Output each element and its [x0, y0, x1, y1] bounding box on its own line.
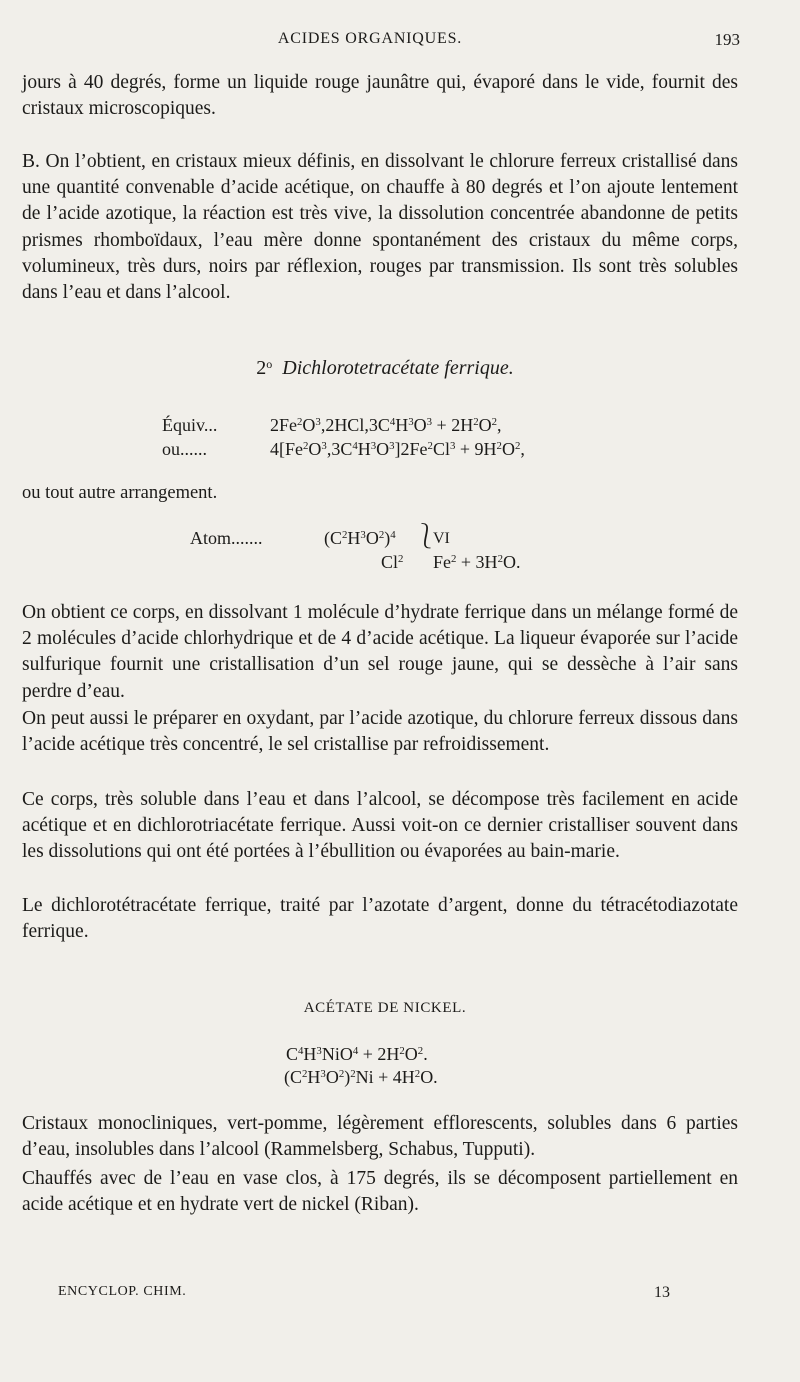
atom-label: Atom....... — [190, 528, 263, 548]
ou-formula: $4[Fe^2O^3,3C^4H^3O^3]2Fe^2Cl^3 + 9H^2O^2$, — [270, 439, 525, 459]
equiv-label: Équiv... — [162, 415, 218, 435]
preparation-paragraph: On obtient ce corps, en dissolvant 1 molécule d’hydrate ferrique dans un mélange formé de 2 molécules d’acide chlorhydrique et de 4 d’acide acétique. La liqueur évaporée sur l’acide sulfurique fournit une cristallisation d’un sel rouge jaune, qui se dessèche à l’air sans perdre d’eau. — [22, 602, 738, 702]
intro-paragraph: jours à 40 degrés, forme un liquide rouge jaunâtre qui, évaporé dans le vide, fournit des cristaux microscopiques. — [22, 72, 738, 120]
section-degree-sign: o — [266, 357, 273, 371]
page-footer — [0, 1284, 800, 1306]
page-number: 193 — [714, 30, 740, 49]
brace-symbol: ⎱ — [414, 524, 438, 550]
ou-label: ou...... — [162, 439, 207, 459]
paragraph-b: B. On l’obtient, en cristaux mieux définis, en dissolvant le chlorure ferreux cristallisé dans une quantité convenable d’acide acétique, on chauffe à 80 degrés et l’on ajoute lentement de l’acide azotique, la réaction est très vive, la dissolution concentrée abandonne de petits prismes rhomboïdaux, l’eau mère donne spontanément des cristaux du même corps, volumineux, très durs, noirs par réflexion, rouges par transmission. Ils sont très solubles dans l’eau et dans l’alcool. — [22, 151, 738, 304]
nickel-formula-line1: $C^4H^3NiO^4 + 2H^2O^2$. — [286, 1044, 428, 1064]
nickel-properties-paragraph: Cristaux monocliniques, vert-pomme, légèrement efflorescents, solubles dans 6 parties d’eau, insolubles dans l’alcool (Rammelsberg, Schabus, Tupputi). — [22, 1113, 738, 1161]
section-title: Dichlorotetracétate ferrique. — [282, 357, 514, 379]
nickel-section-title: ACÉTATE DE NICKEL. — [303, 1000, 467, 1016]
atom-valence: VI — [433, 530, 450, 547]
atom-formula-line2: Cl$^2$ — [381, 552, 404, 572]
page-header — [0, 30, 800, 56]
nickel-heating-paragraph: Chauffés avec de l’eau en vase clos, à 175 degrés, ils se décomposent partiellement en acide acétique et en hydrate vert de nickel (Riban). — [22, 1168, 738, 1216]
nickel-formula-line2: $(C^2H^3O^2)^2Ni + 4H^2O$. — [284, 1067, 438, 1087]
silver-nitrate-paragraph: Le dichlorotétracétate ferrique, traité par l’azotate d’argent, donne du tétracétodiazotate ferrique. — [22, 895, 738, 943]
arrangement-note: ou tout autre arrangement. — [22, 483, 218, 503]
atom-formula-line1: $(C^2H^3O^2)^4$ — [324, 528, 396, 548]
running-title: ACIDES ORGANIQUES. — [277, 30, 463, 47]
atom-formula-iron: $Fe^2 + 3H^2O$. — [433, 552, 521, 572]
decomposition-paragraph: Ce corps, très soluble dans l’eau et dans l’alcool, se décompose très facilement en acide acétique et en dichlorotriacétate ferrique. Aussi voit-on ce dernier cristalliser souvent dans les dissolutions qui ont été portées à l’ébullition ou évaporées au bain-marie. — [22, 789, 738, 863]
oxidation-paragraph: On peut aussi le préparer en oxydant, par l’acide azotique, du chlorure ferreux dissous dans l’acide acétique très concentré, le sel cristallise par refroidissement. — [22, 708, 738, 756]
footer-signature: ENCYCLOP. CHIM. — [58, 1284, 187, 1299]
footer-sheet-number: 13 — [654, 1284, 670, 1301]
section-heading-dichlorotetracetate — [0, 357, 770, 380]
section-number: 2 — [256, 357, 267, 379]
equiv-formula: $2Fe^2O^3,2HCl,3C^4H^3O^3 + 2H^2O^2$, — [270, 415, 502, 435]
